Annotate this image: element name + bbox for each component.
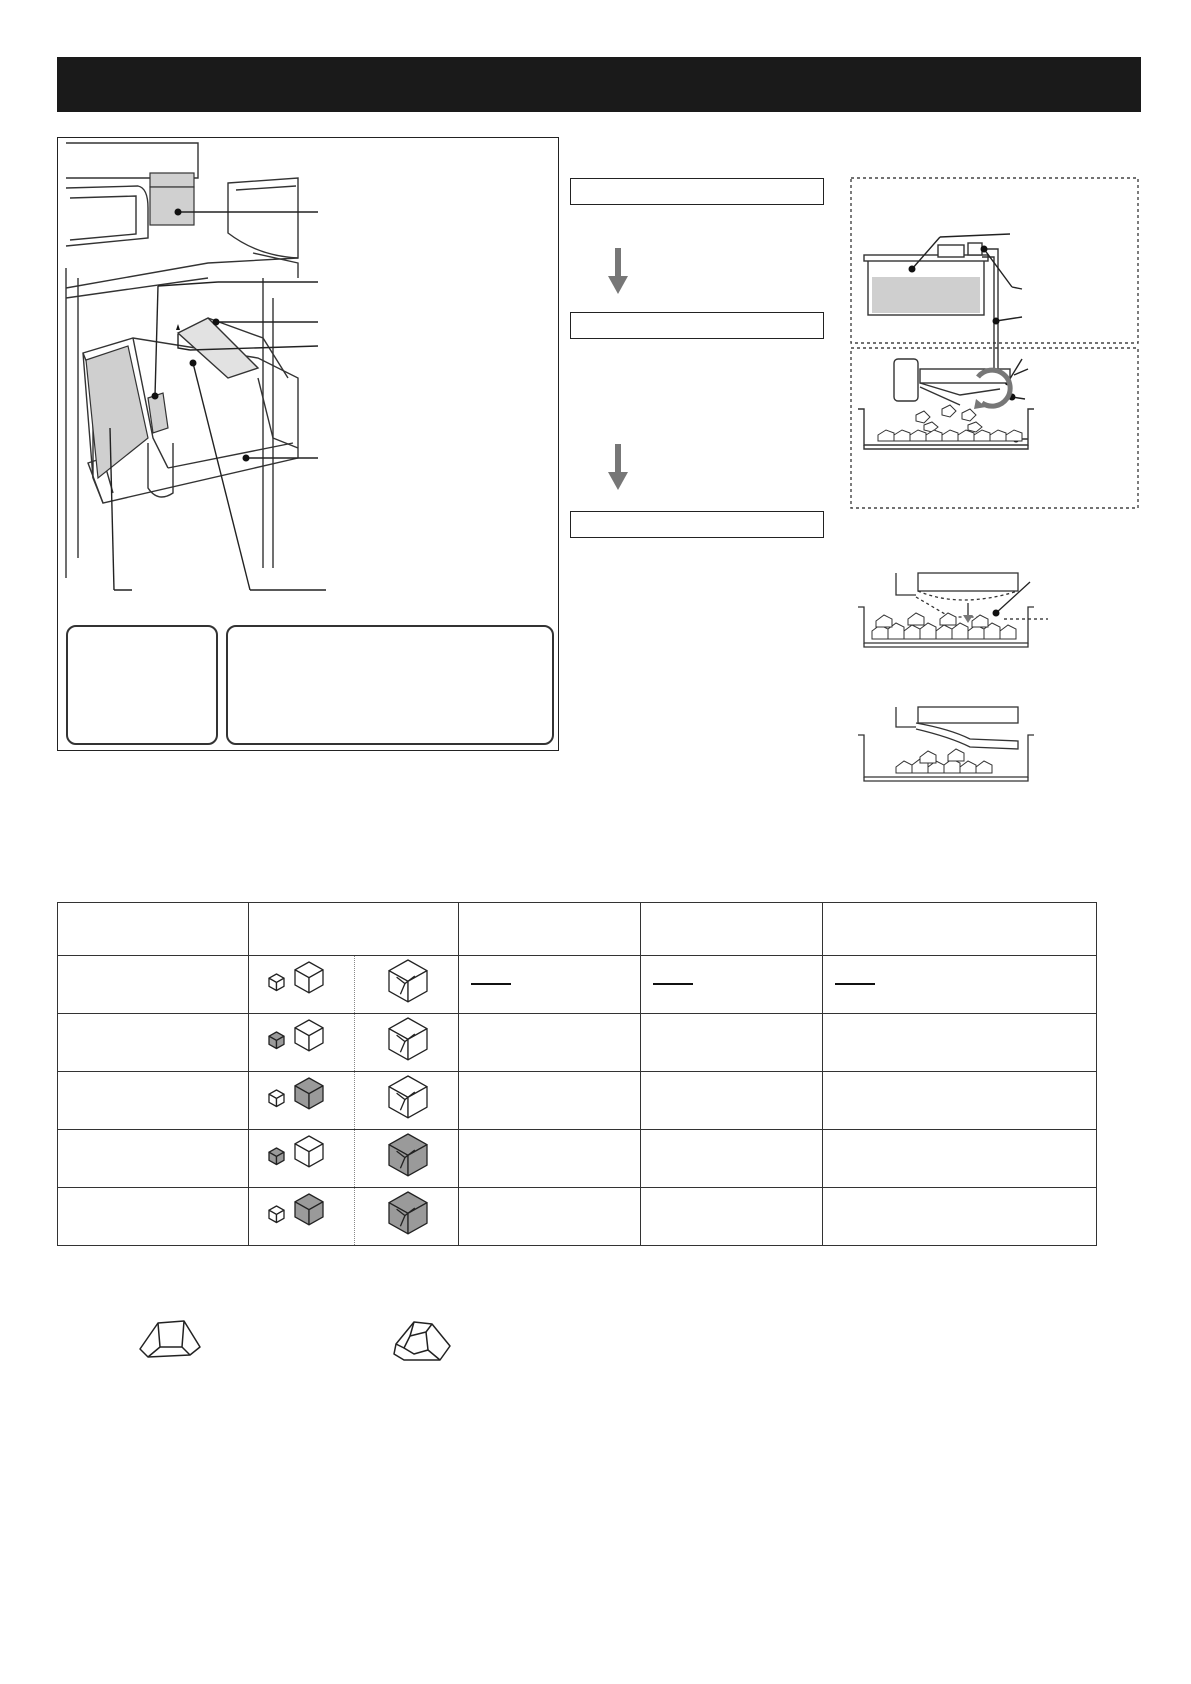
large-cube-icon: [295, 1194, 323, 1225]
callout-box-right: [226, 625, 554, 745]
dash-line: [653, 983, 693, 985]
crushed-ice-icon: [390, 1318, 454, 1364]
table-cell: [58, 1188, 249, 1246]
table-cell: [823, 1014, 1097, 1072]
table-row: [58, 1014, 1097, 1072]
step-box-1: [570, 178, 824, 205]
large-cube-icon: [295, 1020, 323, 1051]
small-cube-icon: [269, 1206, 284, 1223]
table-row: [58, 1188, 1097, 1246]
table-header-cell: [823, 903, 1097, 956]
table-header-cell: [641, 903, 823, 956]
small-cube-icon: [269, 1090, 284, 1107]
crushed-ice-cube-icon: [389, 1134, 427, 1176]
ice-mode-table: [57, 902, 1097, 1246]
crushed-ice-cube-icon: [389, 960, 427, 1002]
table-header-cell: [58, 903, 249, 956]
table-row: [58, 1072, 1097, 1130]
table-cell: [641, 1014, 823, 1072]
large-cube-icon: [295, 1136, 323, 1167]
table-row: [58, 956, 1097, 1014]
table-cell: [58, 1014, 249, 1072]
cube-icons-cell: [249, 1188, 459, 1246]
table-cell: [459, 956, 641, 1014]
table-cell: [641, 1130, 823, 1188]
table-cell: [641, 956, 823, 1014]
section-header-bar: [57, 57, 1141, 112]
table-cell: [58, 1072, 249, 1130]
cube-icons-cell: [249, 1014, 459, 1072]
table-cell: [823, 1130, 1097, 1188]
table-cell: [459, 1014, 641, 1072]
dash-line: [835, 983, 875, 985]
cube-ice-icon: [138, 1317, 204, 1359]
table-cell: [823, 956, 1097, 1014]
table-cell: [459, 1072, 641, 1130]
ice-maker-mechanism-diagram: [850, 177, 1150, 797]
crushed-ice-cube-icon: [389, 1076, 427, 1118]
table-cell: [823, 1188, 1097, 1246]
table-cell: [459, 1188, 641, 1246]
table-header-cell: [459, 903, 641, 956]
table-cell: [823, 1072, 1097, 1130]
table-cell: [459, 1130, 641, 1188]
cube-icons-cell: [249, 1130, 459, 1188]
down-arrow-icon: [608, 444, 628, 492]
callout-box-left: [66, 625, 218, 745]
small-cube-icon: [269, 974, 284, 991]
crushed-ice-cube-icon: [389, 1018, 427, 1060]
cube-icons-cell: [249, 956, 459, 1014]
table-header-row: [58, 903, 1097, 956]
table-cell: [641, 1188, 823, 1246]
small-cube-icon: [269, 1032, 284, 1049]
large-cube-icon: [295, 1078, 323, 1109]
step-box-3: [570, 511, 824, 538]
large-cube-icon: [295, 962, 323, 993]
dash-line: [471, 983, 511, 985]
table-cell: [641, 1072, 823, 1130]
down-arrow-icon: [608, 248, 628, 296]
table-row: [58, 1130, 1097, 1188]
table-cell: [58, 956, 249, 1014]
step-box-2: [570, 312, 824, 339]
cube-icons-cell: [249, 1072, 459, 1130]
fridge-illustration-panel: [57, 137, 559, 751]
small-cube-icon: [269, 1148, 284, 1165]
table-header-cell: [249, 903, 459, 956]
table-cell: [58, 1130, 249, 1188]
crushed-ice-cube-icon: [389, 1192, 427, 1234]
